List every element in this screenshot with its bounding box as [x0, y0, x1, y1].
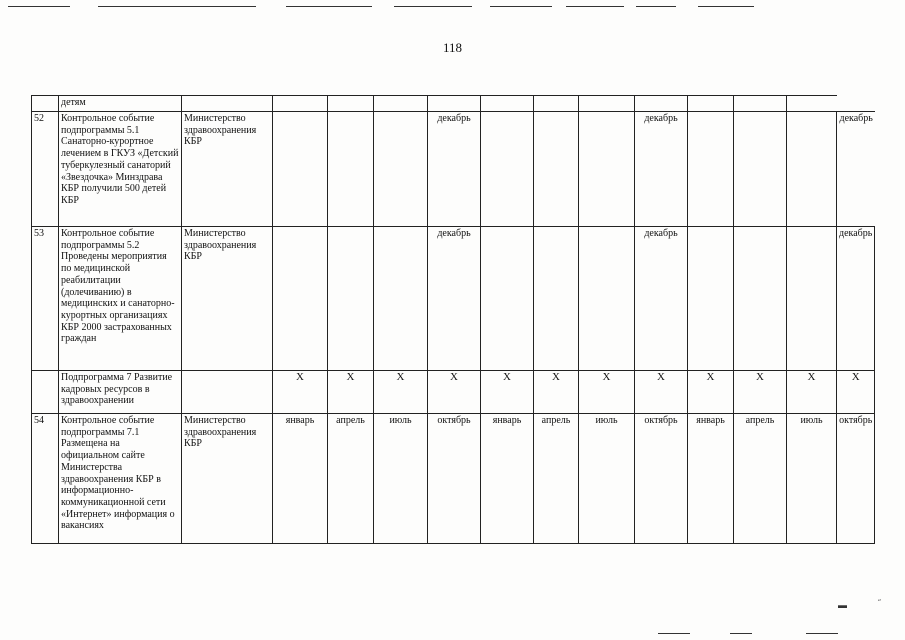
table-row — [32, 96, 875, 112]
program-text: Подпрограмма 7 Развитие кадровых ресурсов в здравоохранении — [59, 371, 182, 414]
row-number — [32, 371, 59, 414]
schedule-cell: Х — [374, 371, 428, 414]
schedule-cell: апрель — [734, 414, 787, 544]
schedule-cell: Х — [481, 371, 534, 414]
top-rule — [8, 6, 70, 7]
schedule-cell — [428, 96, 481, 112]
schedule-cell: декабрь — [428, 227, 481, 371]
top-rule — [286, 6, 372, 7]
schedule-cell: Х — [635, 371, 688, 414]
schedule-cell — [481, 227, 534, 371]
row-number: 54 — [32, 414, 59, 544]
schedule-cell — [787, 227, 837, 371]
schedule-cell — [734, 227, 787, 371]
table-row — [32, 414, 875, 544]
schedule-cell: Х — [579, 371, 635, 414]
schedule-cell: Х — [688, 371, 734, 414]
top-rule — [98, 6, 256, 7]
schedule-cell: декабрь — [428, 112, 481, 227]
schedule-cell: апрель — [328, 414, 374, 544]
scan-speck: ▬ — [838, 600, 847, 610]
schedule-rows — [32, 96, 875, 544]
schedule-cell: Х — [787, 371, 837, 414]
executor-text — [182, 371, 273, 414]
schedule-cell: Х — [428, 371, 481, 414]
schedule-cell — [374, 96, 428, 112]
schedule-cell: январь — [273, 414, 328, 544]
schedule-cell: декабрь — [837, 112, 875, 227]
schedule-cell — [534, 96, 579, 112]
schedule-cell: Х — [273, 371, 328, 414]
schedule-cell — [787, 112, 837, 227]
event-text: детям — [59, 96, 182, 112]
executor-text — [182, 96, 273, 112]
scan-speck: ˝ — [878, 598, 881, 608]
schedule-cell — [688, 96, 734, 112]
schedule-cell — [734, 96, 787, 112]
schedule-cell — [787, 96, 837, 112]
schedule-cell: июль — [787, 414, 837, 544]
schedule-cell — [534, 227, 579, 371]
top-rule — [490, 6, 552, 7]
event-text: Контрольное событие подпрограммы 5.1 Санаторно-курортное лечением в ГКУЗ «Детский туберкулезный санаторий «Звездочка» Минздрава КБР получили 500 детей КБР — [59, 112, 182, 227]
schedule-cell — [328, 227, 374, 371]
executor-text: Министерство здравоохранения КБР — [182, 414, 273, 544]
row-number — [32, 96, 59, 112]
schedule-cell — [273, 96, 328, 112]
schedule-cell: октябрь — [428, 414, 481, 544]
schedule-cell: Х — [534, 371, 579, 414]
table-row — [32, 227, 875, 371]
top-rule — [394, 6, 472, 7]
schedule-cell — [374, 112, 428, 227]
page-number: 118 — [442, 40, 463, 55]
top-rule — [636, 6, 676, 7]
schedule-cell: октябрь — [837, 414, 875, 544]
schedule-cell — [688, 112, 734, 227]
schedule-cell: Х — [734, 371, 787, 414]
schedule-cell — [481, 96, 534, 112]
bottom-rule — [730, 633, 752, 634]
schedule-cell — [579, 112, 635, 227]
schedule-cell: июль — [579, 414, 635, 544]
schedule-cell — [328, 96, 374, 112]
schedule-cell: июль — [374, 414, 428, 544]
schedule-cell: Х — [837, 371, 875, 414]
bottom-rule — [806, 633, 838, 634]
schedule-cell — [374, 227, 428, 371]
schedule-cell — [688, 227, 734, 371]
schedule-cell — [734, 112, 787, 227]
schedule-cell — [579, 227, 635, 371]
event-text: Контрольное событие подпрограммы 7.1 Размещена на официальном сайте Министерства здравоохранения КБР в информационно-коммуникационной сети «Интернет» информация о вакансиях — [59, 414, 182, 544]
executor-text: Министерство здравоохранения КБР — [182, 227, 273, 371]
schedule-cell: октябрь — [635, 414, 688, 544]
row-number: 52 — [32, 112, 59, 227]
schedule-table — [31, 95, 875, 544]
top-rule — [698, 6, 754, 7]
schedule-cell — [273, 112, 328, 227]
schedule-cell: декабрь — [635, 227, 688, 371]
bottom-rule — [658, 633, 690, 634]
schedule-cell: апрель — [534, 414, 579, 544]
schedule-cell: декабрь — [635, 112, 688, 227]
top-rule — [566, 6, 624, 7]
schedule-cell — [481, 112, 534, 227]
schedule-cell: январь — [688, 414, 734, 544]
schedule-cell — [534, 112, 579, 227]
table-row — [32, 371, 875, 414]
executor-text: Министерство здравоохранения КБР — [182, 112, 273, 227]
schedule-cell — [635, 96, 688, 112]
schedule-cell — [273, 227, 328, 371]
schedule-cell: январь — [481, 414, 534, 544]
table-row — [32, 112, 875, 227]
event-text: Контрольное событие подпрограммы 5.2 Проведены мероприятия по медицинской реабилитации (долечиванию) в медицинских и санаторно-курортных организациях КБР 2000 застрахованных граждан — [59, 227, 182, 371]
schedule-cell — [579, 96, 635, 112]
schedule-cell: декабрь — [837, 227, 875, 371]
schedule-cell — [328, 112, 374, 227]
schedule-cell: Х — [328, 371, 374, 414]
row-number: 53 — [32, 227, 59, 371]
